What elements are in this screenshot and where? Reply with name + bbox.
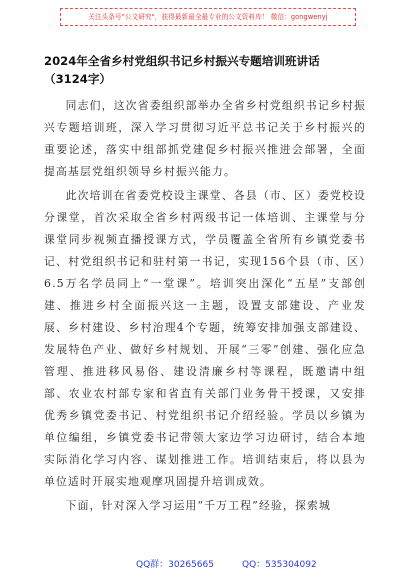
document-body: [44, 95, 366, 519]
document-title-wordcount: （3124字）: [44, 72, 112, 86]
watermark-banner-text: 关注头条号"公文研究"，获得最新最全最专业的公文资料库！ 微信：gongwenyj: [88, 13, 328, 21]
paragraph: 此次培训在省委党校设主课堂、各县（市、区）委党校设分课堂，首次采取全省乡村两级书记一体培训、主课堂与分课堂同步视频直播授课方式，学员覆盖全省所有乡镇党委书记、村党组织书记和驻村第一书记，实现156个县（市、区）6.5万名学员同上“一堂课”。培训突出深化“五星”支部创建、推进乡村全面振兴这一主题，设置支部建设、产业发展、乡村建设、乡村治理4个专题，统筹安排加强支部建设、发展特色产业、做好乡村规划、开展“三零”创建、强化应急管理、推进移风易俗、建设清廉乡村等课程，既邀请中组部、农业农村部专家和省直有关部门业务骨干授课，又安排优秀乡镇党委书记、村党组织书记介绍经验。学员以乡镇为单位编组，乡镇党委书记带领大家边学习边研讨，结合本地实际消化学习内容、谋划推进工作。培训结束后，将以县为单位适时开展实地观摩巩固提升培训成效。: [44, 189, 366, 488]
footer-contact: [0, 556, 408, 574]
document-title: [44, 52, 374, 88]
paragraph: 同志们，这次省委组织部举办全省乡村党组织书记乡村振兴专题培训班，深入学习贯彻习近平总书记关于乡村振兴的重要论述，落实中组部抓党建促乡村振兴推进会部署，全面提高基层党组织领导乡村振兴能力。: [44, 99, 366, 178]
watermark-banner: [60, 8, 356, 26]
paragraph: 下面，针对深入学习运用“千万工程”经验，探索城: [65, 499, 331, 512]
document-title-line1: 2024年全省乡村党组织书记乡村振兴专题培训班讲话: [44, 54, 320, 68]
footer-qq-group: QQ群：30265665: [136, 560, 214, 570]
footer-qq-number: QQ：535304092: [242, 560, 317, 570]
